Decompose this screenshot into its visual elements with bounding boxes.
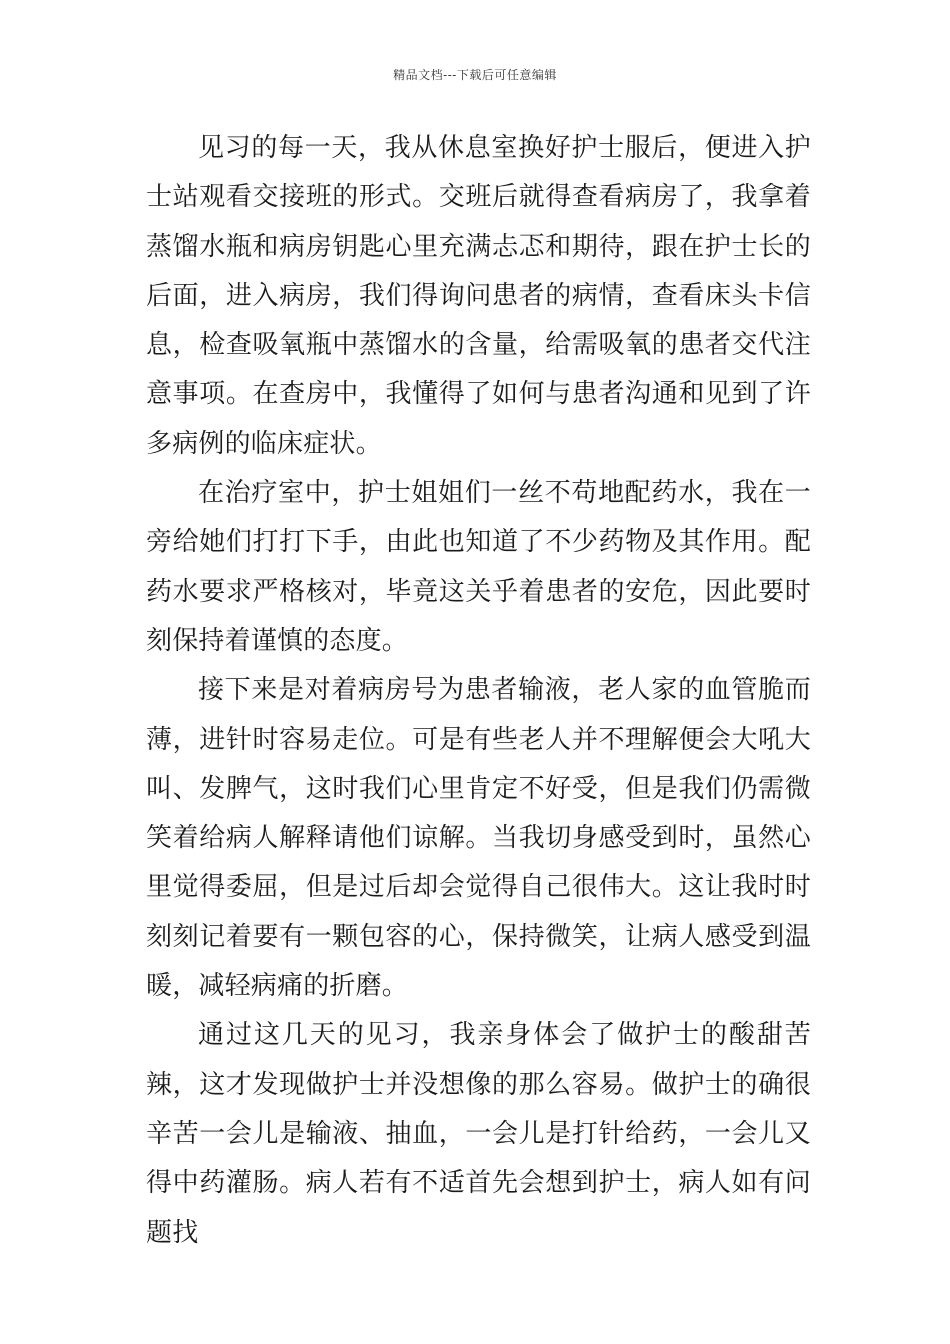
page-header: 精品文档---下载后可任意编辑 bbox=[393, 68, 557, 82]
document-body bbox=[146, 124, 811, 1258]
paragraph-4: 通过这几天的见习，我亲身体会了做护士的酸甜苦辣，这才发现做护士并没想像的那么容易。做护士的确很辛苦一会儿是输液、抽血，一会儿是打针给药，一会儿又得中药灌肠。病人若有不适首先会想到护士，病人如有问题找 bbox=[146, 1020, 811, 1248]
paragraph-1: 见习的每一天，我从休息室换好护士服后，便进入护士站观看交接班的形式。交班后就得查看病房了，我拿着蒸馏水瓶和病房钥匙心里充满忐忑和期待，跟在护士长的后面，进入病房，我们得询问患者的病情，查看床头卡信息，检查吸氧瓶中蒸馏水的含量，给需吸氧的患者交代注意事项。在查房中，我懂得了如何与患者沟通和见到了许多病例的临床症状。 bbox=[146, 133, 811, 459]
paragraph-3: 接下来是对着病房号为患者输液，老人家的血管脆而薄，进针时容易走位。可是有些老人并不理解便会大吼大叫、发脾气，这时我们心里肯定不好受，但是我们仍需微笑着给病人解释请他们谅解。当我切身感受到时，虽然心里觉得委屈，但是过后却会觉得自己很伟大。这让我时时刻刻记着要有一颗包容的心，保持微笑，让病人感受到温暖，减轻病痛的折磨。 bbox=[146, 675, 811, 1002]
paragraph-2: 在治疗室中，护士姐姐们一丝不苟地配药水，我在一旁给她们打打下手，由此也知道了不少药物及其作用。配药水要求严格核对，毕竟这关乎着患者的安危，因此要时刻保持着谨慎的态度。 bbox=[146, 478, 811, 656]
